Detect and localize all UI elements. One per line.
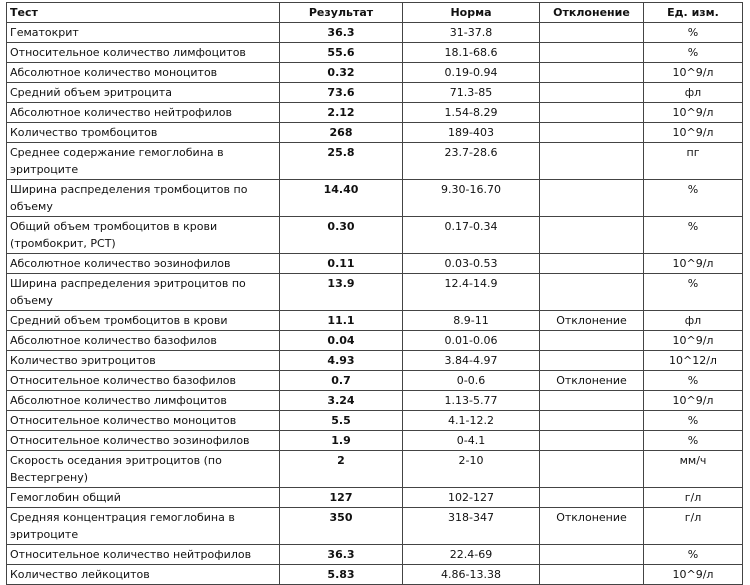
deviation-flag: Отклонение bbox=[540, 371, 644, 391]
test-name: Гематокрит bbox=[7, 23, 280, 43]
header-norm: Норма bbox=[403, 3, 540, 23]
header-unit: Ед. изм. bbox=[644, 3, 743, 23]
test-name: Количество эритроцитов bbox=[7, 351, 280, 371]
table-row bbox=[7, 508, 743, 545]
table-row bbox=[7, 63, 743, 83]
norm-range: 22.4-69 bbox=[403, 545, 540, 565]
deviation-flag bbox=[540, 331, 644, 351]
result-value: 3.24 bbox=[280, 391, 403, 411]
result-value: 268 bbox=[280, 123, 403, 143]
result-value: 5.5 bbox=[280, 411, 403, 431]
result-value: 0.7 bbox=[280, 371, 403, 391]
result-value: 2 bbox=[280, 451, 403, 488]
norm-range: 0.17-0.34 bbox=[403, 217, 540, 254]
norm-range: 12.4-14.9 bbox=[403, 274, 540, 311]
unit: % bbox=[644, 217, 743, 254]
table-row bbox=[7, 254, 743, 274]
unit: фл bbox=[644, 83, 743, 103]
test-name: Скорость оседания эритроцитов (по Вестергрену) bbox=[7, 451, 280, 488]
norm-range: 0.03-0.53 bbox=[403, 254, 540, 274]
norm-range: 102-127 bbox=[403, 488, 540, 508]
norm-range: 18.1-68.6 bbox=[403, 43, 540, 63]
unit: мм/ч bbox=[644, 451, 743, 488]
deviation-flag bbox=[540, 43, 644, 63]
norm-range: 2-10 bbox=[403, 451, 540, 488]
header-result: Результат bbox=[280, 3, 403, 23]
deviation-flag bbox=[540, 391, 644, 411]
test-name: Абсолютное количество базофилов bbox=[7, 331, 280, 351]
norm-range: 0.01-0.06 bbox=[403, 331, 540, 351]
table-row bbox=[7, 431, 743, 451]
deviation-flag bbox=[540, 123, 644, 143]
result-value: 11.1 bbox=[280, 311, 403, 331]
deviation-flag bbox=[540, 217, 644, 254]
norm-range: 0-4.1 bbox=[403, 431, 540, 451]
norm-range: 1.13-5.77 bbox=[403, 391, 540, 411]
table-row bbox=[7, 83, 743, 103]
header-test: Тест bbox=[7, 3, 280, 23]
unit: 10^9/л bbox=[644, 331, 743, 351]
unit: 10^9/л bbox=[644, 103, 743, 123]
unit: % bbox=[644, 23, 743, 43]
unit: 10^9/л bbox=[644, 391, 743, 411]
header-deviation: Отклонение bbox=[540, 3, 644, 23]
table-row bbox=[7, 23, 743, 43]
test-name: Количество тромбоцитов bbox=[7, 123, 280, 143]
result-value: 0.32 bbox=[280, 63, 403, 83]
norm-range: 8.9-11 bbox=[403, 311, 540, 331]
test-name: Общий объем тромбоцитов в крови (тромбокрит, PCT) bbox=[7, 217, 280, 254]
test-name: Количество лейкоцитов bbox=[7, 565, 280, 585]
result-value: 4.93 bbox=[280, 351, 403, 371]
table-row bbox=[7, 391, 743, 411]
result-value: 13.9 bbox=[280, 274, 403, 311]
test-name: Средний объем тромбоцитов в крови bbox=[7, 311, 280, 331]
test-name: Относительное количество эозинофилов bbox=[7, 431, 280, 451]
unit: % bbox=[644, 371, 743, 391]
deviation-flag bbox=[540, 431, 644, 451]
table-row bbox=[7, 311, 743, 331]
test-name: Среднее содержание гемоглобина в эритроците bbox=[7, 143, 280, 180]
deviation-flag bbox=[540, 411, 644, 431]
table-body bbox=[7, 23, 743, 585]
table-row bbox=[7, 545, 743, 565]
unit: 10^9/л bbox=[644, 254, 743, 274]
table-row bbox=[7, 565, 743, 585]
table-row bbox=[7, 274, 743, 311]
unit: фл bbox=[644, 311, 743, 331]
table-row bbox=[7, 351, 743, 371]
deviation-flag bbox=[540, 274, 644, 311]
unit: % bbox=[644, 43, 743, 63]
test-name: Относительное количество нейтрофилов bbox=[7, 545, 280, 565]
test-name: Абсолютное количество эозинофилов bbox=[7, 254, 280, 274]
deviation-flag bbox=[540, 23, 644, 43]
table-row bbox=[7, 371, 743, 391]
result-value: 14.40 bbox=[280, 180, 403, 217]
lab-results-table bbox=[6, 2, 743, 585]
norm-range: 4.1-12.2 bbox=[403, 411, 540, 431]
result-value: 36.3 bbox=[280, 545, 403, 565]
test-name: Абсолютное количество нейтрофилов bbox=[7, 103, 280, 123]
norm-range: 1.54-8.29 bbox=[403, 103, 540, 123]
deviation-flag bbox=[540, 254, 644, 274]
table-row bbox=[7, 180, 743, 217]
table-row bbox=[7, 103, 743, 123]
table-row bbox=[7, 123, 743, 143]
norm-range: 0.19-0.94 bbox=[403, 63, 540, 83]
test-name: Средний объем эритроцита bbox=[7, 83, 280, 103]
norm-range: 9.30-16.70 bbox=[403, 180, 540, 217]
norm-range: 71.3-85 bbox=[403, 83, 540, 103]
result-value: 0.04 bbox=[280, 331, 403, 351]
unit: г/л bbox=[644, 488, 743, 508]
test-name: Относительное количество лимфоцитов bbox=[7, 43, 280, 63]
table-row bbox=[7, 43, 743, 63]
result-value: 25.8 bbox=[280, 143, 403, 180]
norm-range: 0-0.6 bbox=[403, 371, 540, 391]
test-name: Относительное количество моноцитов bbox=[7, 411, 280, 431]
deviation-flag bbox=[540, 545, 644, 565]
deviation-flag bbox=[540, 180, 644, 217]
unit: % bbox=[644, 545, 743, 565]
test-name: Абсолютное количество моноцитов bbox=[7, 63, 280, 83]
deviation-flag bbox=[540, 103, 644, 123]
deviation-flag bbox=[540, 83, 644, 103]
norm-range: 4.86-13.38 bbox=[403, 565, 540, 585]
deviation-flag bbox=[540, 63, 644, 83]
unit: пг bbox=[644, 143, 743, 180]
unit: % bbox=[644, 431, 743, 451]
unit: 10^12/л bbox=[644, 351, 743, 371]
test-name: Абсолютное количество лимфоцитов bbox=[7, 391, 280, 411]
result-value: 5.83 bbox=[280, 565, 403, 585]
norm-range: 318-347 bbox=[403, 508, 540, 545]
test-name: Ширина распределения тромбоцитов по объему bbox=[7, 180, 280, 217]
unit: 10^9/л bbox=[644, 565, 743, 585]
unit: % bbox=[644, 411, 743, 431]
unit: % bbox=[644, 274, 743, 311]
unit: г/л bbox=[644, 508, 743, 545]
result-value: 127 bbox=[280, 488, 403, 508]
deviation-flag bbox=[540, 451, 644, 488]
deviation-flag bbox=[540, 351, 644, 371]
table-row bbox=[7, 451, 743, 488]
table-row bbox=[7, 143, 743, 180]
deviation-flag: Отклонение bbox=[540, 311, 644, 331]
table-row bbox=[7, 488, 743, 508]
norm-range: 3.84-4.97 bbox=[403, 351, 540, 371]
result-value: 55.6 bbox=[280, 43, 403, 63]
table-row bbox=[7, 411, 743, 431]
header-row bbox=[7, 3, 743, 23]
result-value: 0.11 bbox=[280, 254, 403, 274]
result-value: 0.30 bbox=[280, 217, 403, 254]
table-row bbox=[7, 331, 743, 351]
deviation-flag: Отклонение bbox=[540, 508, 644, 545]
result-value: 1.9 bbox=[280, 431, 403, 451]
test-name: Гемоглобин общий bbox=[7, 488, 280, 508]
unit: % bbox=[644, 180, 743, 217]
deviation-flag bbox=[540, 565, 644, 585]
norm-range: 31-37.8 bbox=[403, 23, 540, 43]
unit: 10^9/л bbox=[644, 123, 743, 143]
test-name: Ширина распределения эритроцитов по объему bbox=[7, 274, 280, 311]
norm-range: 189-403 bbox=[403, 123, 540, 143]
unit: 10^9/л bbox=[644, 63, 743, 83]
norm-range: 23.7-28.6 bbox=[403, 143, 540, 180]
result-value: 350 bbox=[280, 508, 403, 545]
test-name: Относительное количество базофилов bbox=[7, 371, 280, 391]
deviation-flag bbox=[540, 488, 644, 508]
result-value: 73.6 bbox=[280, 83, 403, 103]
table-row bbox=[7, 217, 743, 254]
test-name: Средняя концентрация гемоглобина в эритроците bbox=[7, 508, 280, 545]
result-value: 2.12 bbox=[280, 103, 403, 123]
result-value: 36.3 bbox=[280, 23, 403, 43]
deviation-flag bbox=[540, 143, 644, 180]
